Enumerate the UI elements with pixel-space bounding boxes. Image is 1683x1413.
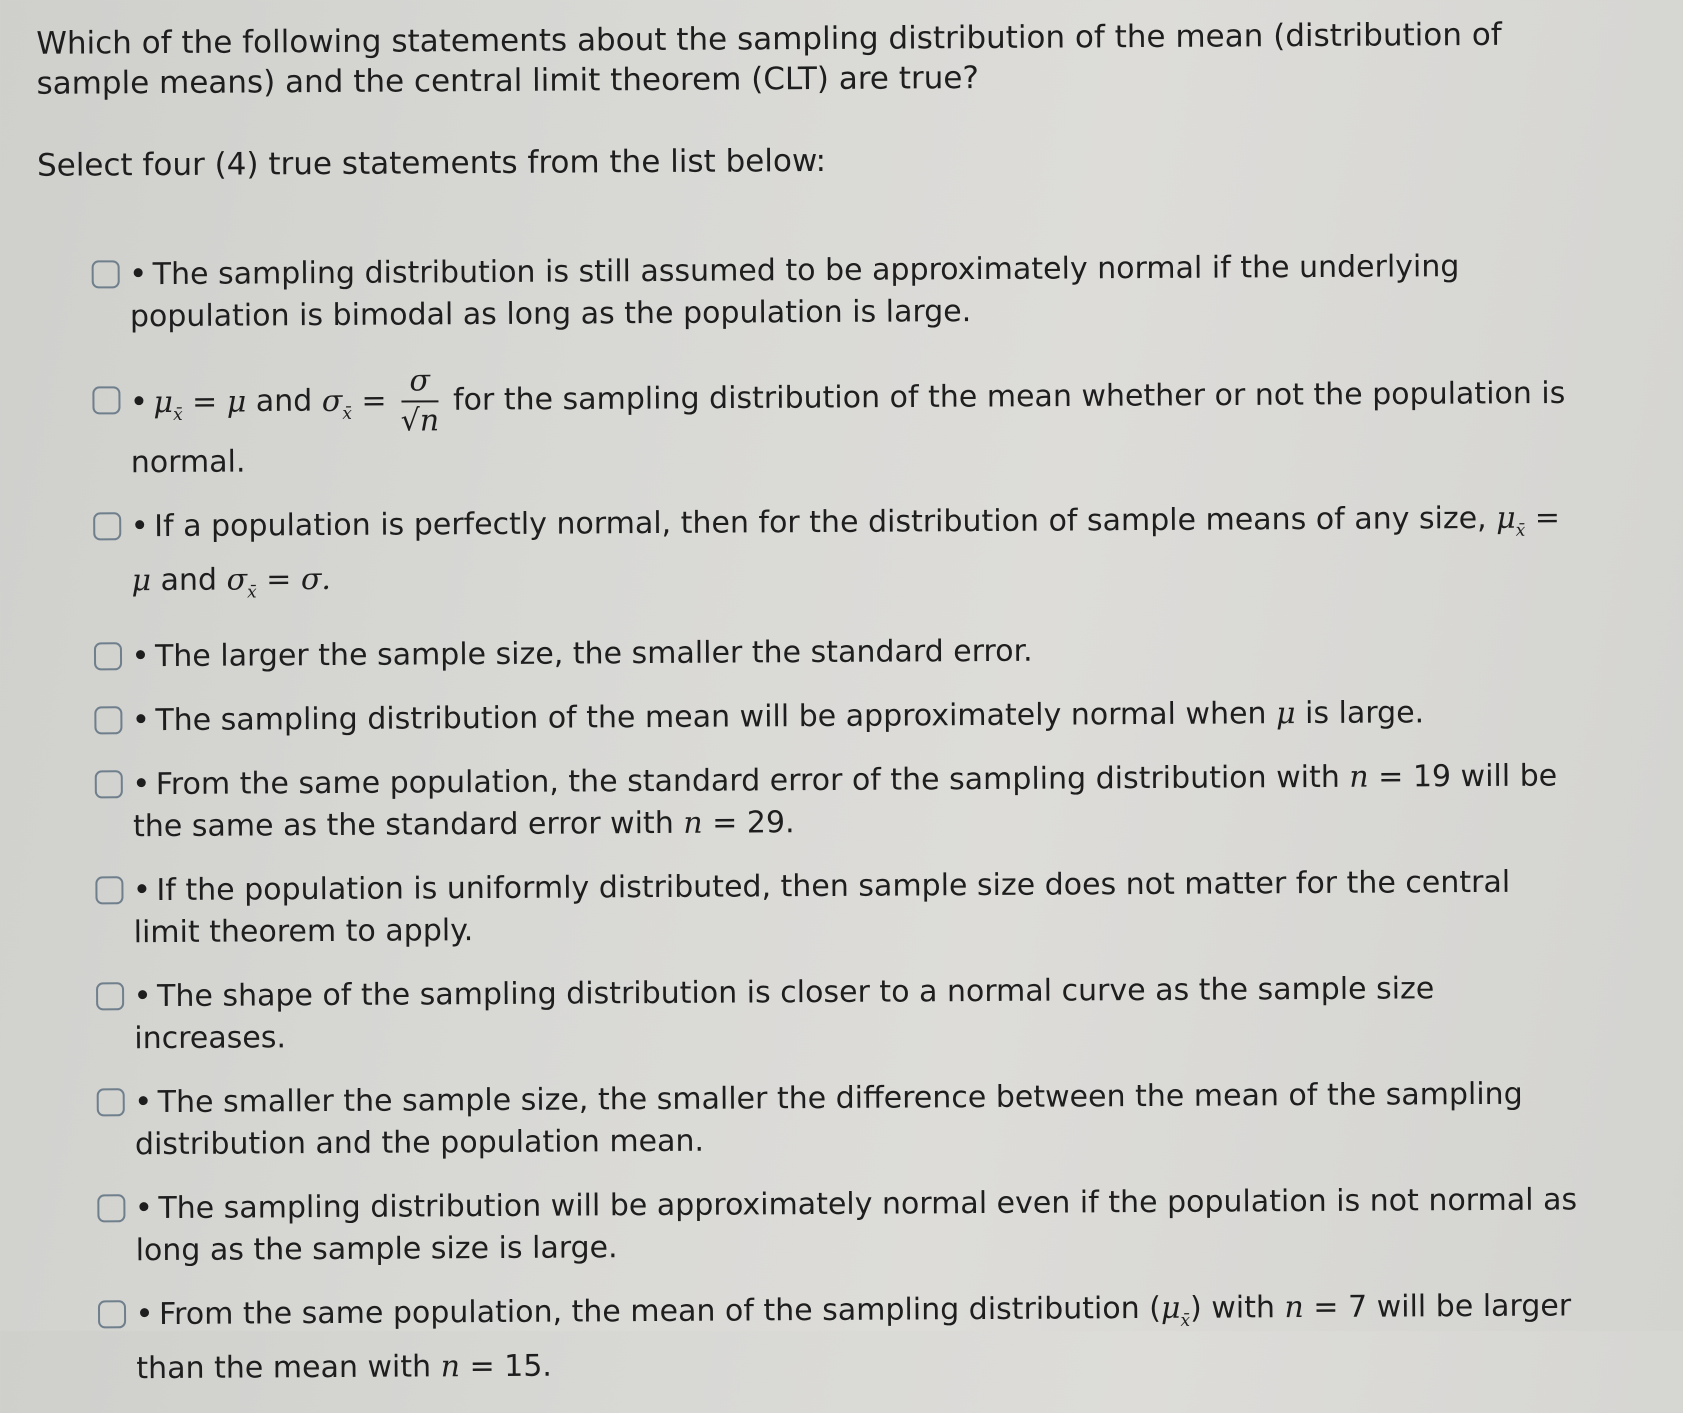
option-11-text-b: ) with <box>1189 1290 1276 1326</box>
checkbox-option-2[interactable] <box>92 386 120 414</box>
mu-xbar-symbol: $\mu_{x̄}$ <box>1160 1290 1191 1331</box>
option-5-text-b: is large. <box>1304 695 1425 732</box>
option-9-text: The smaller the sample size, the smaller the difference between the mean of the sampling distribution and the population mean. <box>134 1076 1523 1163</box>
checkbox-option-11[interactable] <box>98 1300 126 1328</box>
option-7 <box>95 861 1585 954</box>
option-2-and: and <box>255 383 313 419</box>
question-text: Which of the following statements about the sampling distribution of the mean (distribution of sample means) and the central limit theorem (CLT) are true? <box>36 16 1502 102</box>
n-symbol: n <box>1284 1290 1304 1326</box>
option-6-text-c: = 29. <box>712 805 795 841</box>
option-5-text-a: The sampling distribution of the mean will be approximately normal when <box>155 696 1267 739</box>
mu-xbar-equals-mu: $\mu_{x̄} = \mu$ <box>153 384 247 425</box>
bullet <box>136 714 145 723</box>
option-7-text: If the population is uniformly distributed, then sample size does not matter for the central limit theorem to apply. <box>133 864 1511 951</box>
option-2 <box>92 355 1583 484</box>
checkbox-option-7[interactable] <box>95 876 123 904</box>
sigma-over-root-n <box>394 362 445 440</box>
option-11 <box>98 1285 1589 1390</box>
checkbox-option-5[interactable] <box>94 706 122 734</box>
option-10 <box>97 1179 1587 1272</box>
option-11-text-a: From the same population, the mean of the sampling distribution ( <box>158 1290 1162 1333</box>
option-11-text-d: = 15. <box>469 1348 553 1385</box>
options-list <box>92 245 1589 1412</box>
bullet <box>138 990 147 999</box>
checkbox-option-9[interactable] <box>97 1088 125 1116</box>
checkbox-option-1[interactable] <box>92 260 120 288</box>
option-3-text-b: and <box>160 562 218 599</box>
option-2-text: for the sampling distribution of the mean whether or not the population is normal. <box>130 375 1566 481</box>
sigma-xbar-lhs: $\sigma_{x̄}$ = <box>321 383 387 424</box>
bullet <box>135 520 144 529</box>
option-11-text-c: = 7 will be larger than the mean with <box>136 1288 1572 1387</box>
option-6-text-a: From the same population, the standard error of the sampling distribution with <box>155 759 1340 803</box>
checkbox-option-10[interactable] <box>97 1194 125 1222</box>
checkbox-option-4[interactable] <box>94 642 122 670</box>
n-symbol: n <box>440 1349 461 1385</box>
checkbox-option-8[interactable] <box>96 982 124 1010</box>
option-9 <box>97 1073 1587 1166</box>
sigma-xbar-equals-sigma: $\sigma_{x̄} = \sigma$. <box>226 561 332 603</box>
option-10-text: The sampling distribution will be approximately normal even if the population is not normal as long as the sample size is large. <box>135 1182 1578 1269</box>
instruction-text: Select four (4) true statements from the list below: <box>36 142 827 184</box>
option-6-text-b: = 19 will be the same as the standard error with <box>132 758 1558 845</box>
n-symbol: n <box>683 805 703 841</box>
option-4 <box>94 627 1584 678</box>
option-4-text: The larger the sample size, the smaller the standard error. <box>154 633 1033 675</box>
frac-numerator: σ <box>401 362 438 402</box>
bullet <box>134 268 143 277</box>
option-3 <box>93 497 1584 614</box>
bullet <box>139 1202 148 1211</box>
checkbox-option-6[interactable] <box>95 770 123 798</box>
frac-denominator: √n <box>400 403 440 439</box>
option-8-text: The shape of the sampling distribution is closer to a normal curve as the sample size increases. <box>134 971 1435 1057</box>
option-1-text: The sampling distribution is still assumed to be approximately normal if the underlying population is bimodal as long as the population is large. <box>129 249 1460 335</box>
n-symbol: n <box>1349 759 1369 795</box>
bullet <box>137 778 146 787</box>
option-3-text-a: If a population is perfectly normal, then for the distribution of sample means of any size, <box>154 500 1487 545</box>
option-8 <box>96 967 1586 1060</box>
option-5 <box>94 691 1584 742</box>
option-1 <box>92 245 1582 338</box>
bullet <box>134 396 143 405</box>
bullet <box>140 1308 149 1317</box>
bullet <box>139 1096 148 1105</box>
option-6 <box>95 755 1585 848</box>
bullet <box>136 650 145 659</box>
checkbox-option-3[interactable] <box>93 512 121 540</box>
mu-symbol: μ <box>1275 696 1296 732</box>
mu-xbar-equals-mu: $\mu_{x̄} = \mu$ <box>131 500 1561 599</box>
bullet <box>137 884 146 893</box>
